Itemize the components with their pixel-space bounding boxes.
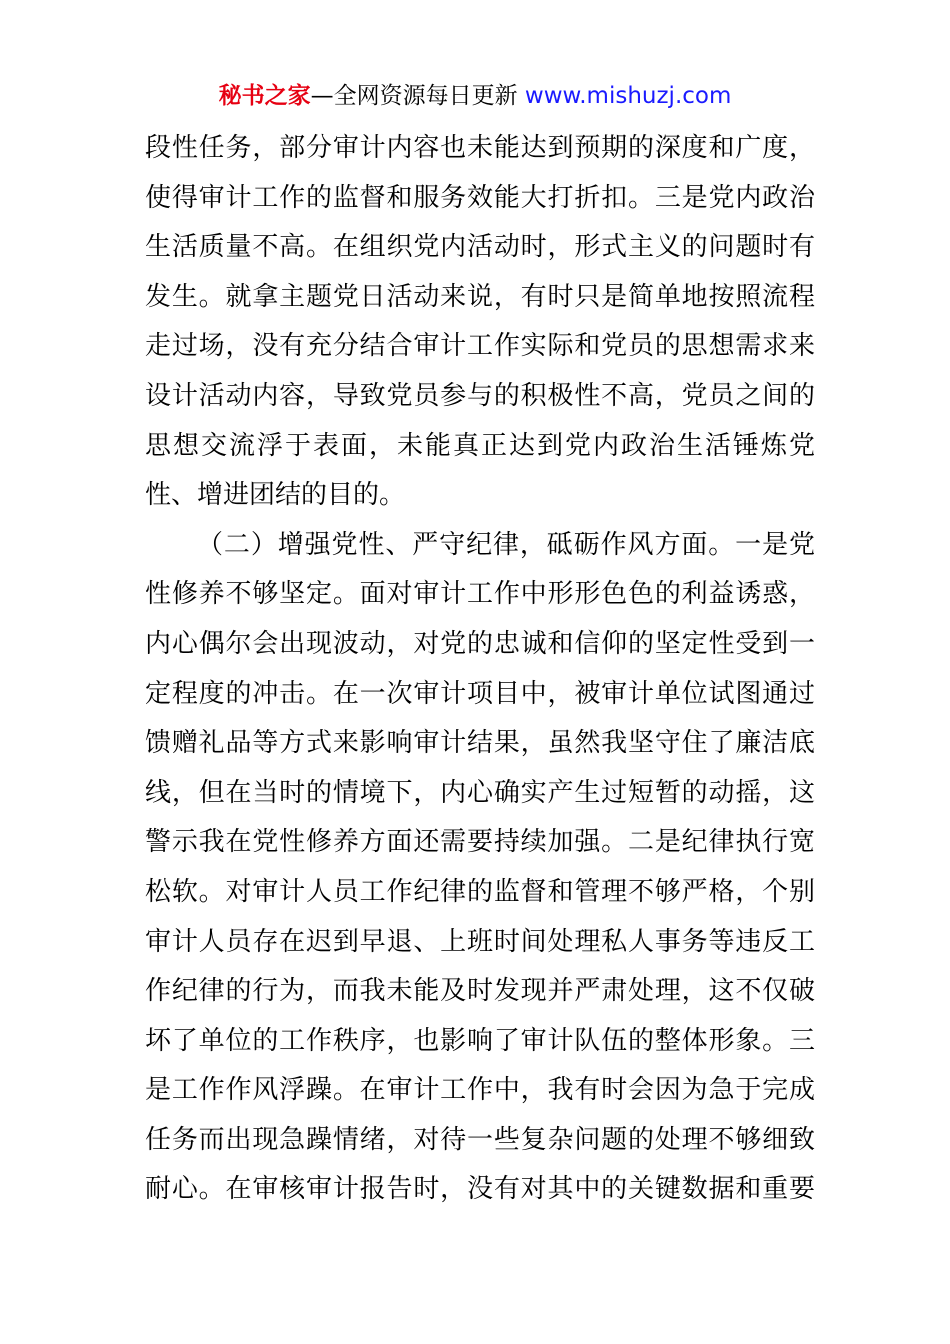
text-line: 段性任务，部分审计内容也未能达到预期的深度和广度， xyxy=(145,133,815,163)
text-line: 松软。对审计人员工作纪律的监督和管理不够严格，个别 xyxy=(145,876,815,907)
text-line: 定程度的冲击。在一次审计项目中，被审计单位试图通过 xyxy=(145,678,815,709)
text-line: 内心偶尔会出现波动，对党的忠诚和信仰的坚定性受到一 xyxy=(145,628,815,659)
section-heading-line: （二）增强党性、严守纪律，砥砺作风方面。一是党 xyxy=(197,529,815,560)
text-line: 审计人员存在迟到早退、上班时间处理私人事务等违反工 xyxy=(145,926,815,957)
text-line: 性修养不够坚定。面对审计工作中形形色色的利益诱惑， xyxy=(145,579,815,610)
text-line: 耐心。在审核审计报告时，没有对其中的关键数据和重要 xyxy=(145,1174,815,1205)
text-line: 生活质量不高。在组织党内活动时，形式主义的问题时有 xyxy=(145,232,815,263)
text-line: 馈赠礼品等方式来影响审计结果，虽然我坚守住了廉洁底 xyxy=(145,728,815,759)
text-line: 使得审计工作的监督和服务效能大打折扣。三是党内政治 xyxy=(145,182,815,213)
text-line: 设计活动内容，导致党员参与的积极性不高，党员之间的 xyxy=(145,380,815,411)
document-body xyxy=(145,124,815,1215)
site-tagline: —全网资源每日更新 xyxy=(310,83,525,109)
text-line: 线，但在当时的情境下，内心确实产生过短暂的动摇，这 xyxy=(145,777,815,808)
text-line: 发生。就拿主题党日活动来说，有时只是简单地按照流程 xyxy=(145,281,815,312)
text-line: 警示我在党性修养方面还需要持续加强。二是纪律执行宽 xyxy=(145,827,815,858)
text-line: 坏了单位的工作秩序，也影响了审计队伍的整体形象。三 xyxy=(145,1025,815,1056)
site-brand: 秘书之家 xyxy=(218,83,311,109)
text-line: 性、增进团结的目的。 xyxy=(145,480,406,511)
text-line: 走过场，没有充分结合审计工作实际和党员的思想需求来 xyxy=(145,331,815,362)
text-line: 作纪律的行为，而我未能及时发现并严肃处理，这不仅破 xyxy=(145,976,815,1007)
text-line: 思想交流浮于表面，未能真正达到党内政治生活锤炼党 xyxy=(145,430,815,461)
text-line: 任务而出现急躁情绪，对待一些复杂问题的处理不够细致 xyxy=(145,1124,815,1155)
site-url-link[interactable]: www.mishuzj.com xyxy=(524,83,732,109)
page-header xyxy=(0,80,950,112)
text-line: 是工作作风浮躁。在审计工作中，我有时会因为急于完成 xyxy=(145,1075,815,1106)
